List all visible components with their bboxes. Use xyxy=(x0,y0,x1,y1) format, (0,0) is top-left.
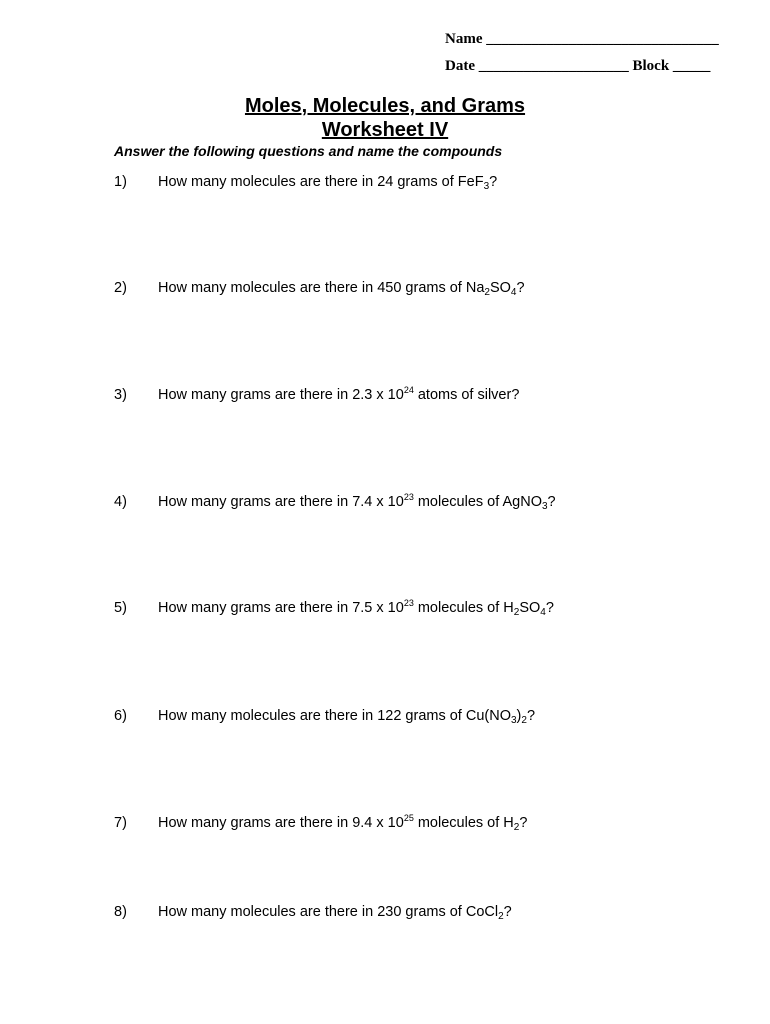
question-number: 5) xyxy=(114,600,127,616)
name-field-line: Name _______________________________ xyxy=(445,31,719,47)
question-text: How many grams are there in 2.3 x $10^{24}$ atoms of silver? xyxy=(158,385,520,403)
question-number: 8) xyxy=(114,904,127,920)
question-text: How many molecules are there in 24 grams of FeF$_3$? xyxy=(158,174,498,192)
question-text: How many grams are there in 9.4 x $10^{25}$ molecules of $H_2$? xyxy=(158,813,528,833)
question-text: How many grams are there in 7.5 x $10^{23}$ molecules of $H_2SO_4$? xyxy=(158,598,554,618)
question-text: How many molecules are there in 450 grams of $Na_2SO_4$? xyxy=(158,280,525,298)
page-subtitle: Worksheet IV xyxy=(321,119,449,141)
question-number: 6) xyxy=(114,708,127,724)
question-number: 7) xyxy=(114,815,127,831)
question-text: How many grams are there in 7.4 x $10^{23}$ molecules of AgNO$_3$? xyxy=(158,492,556,512)
question-text: How many molecules are there in 230 grams of CoCl$_2$? xyxy=(158,904,512,922)
question-number: 1) xyxy=(114,174,127,190)
question-number: 4) xyxy=(114,494,127,510)
date-block-field-line: Date ____________________ Block _____ xyxy=(445,58,711,74)
instructions-text: Answer the following questions and name the compounds xyxy=(114,143,503,159)
question-number: 2) xyxy=(114,280,127,296)
question-text: How many molecules are there in 122 grams of $Cu(NO_3)_2$? xyxy=(158,708,536,726)
page-title: Moles, Molecules, and Grams xyxy=(244,95,526,117)
question-number: 3) xyxy=(114,387,127,403)
